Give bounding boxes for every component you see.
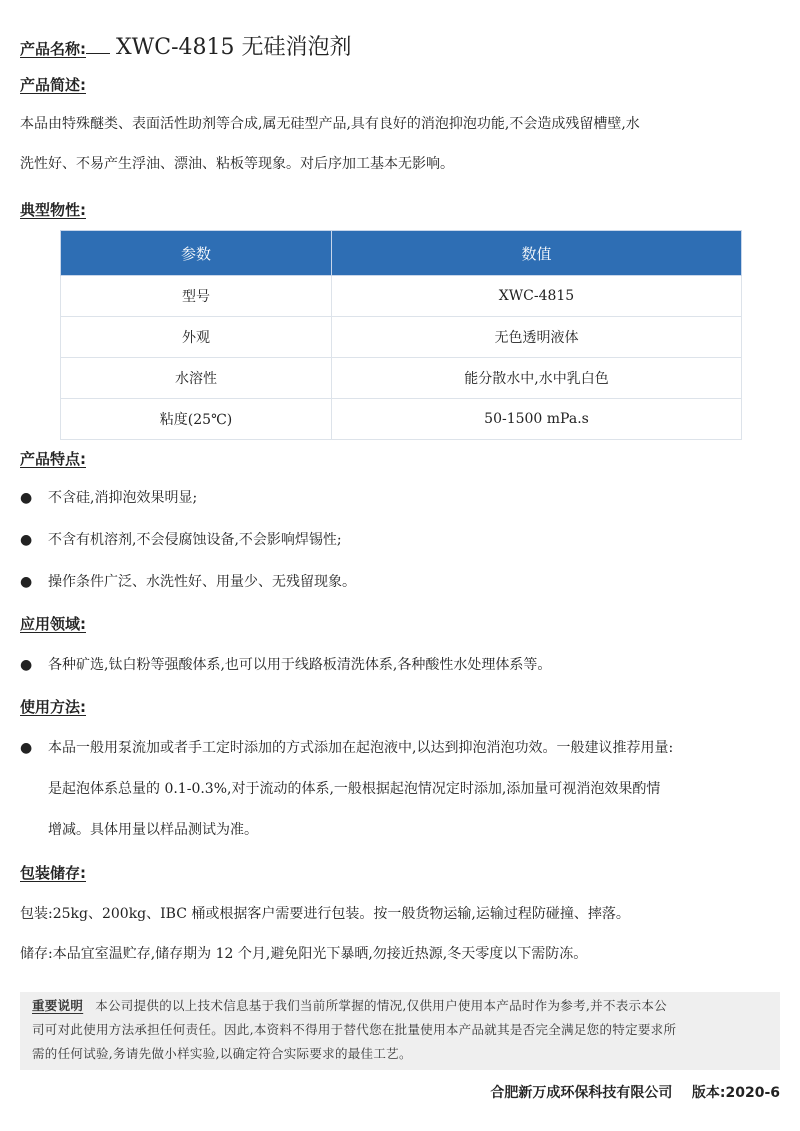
bullet-icon: ● <box>20 740 33 756</box>
packaging-line: 包装:25kg、200kg、IBC 桶或根据客户需要进行包装。按一般货物运输,运输过程防碰撞、摔落。 <box>20 906 630 922</box>
notice-line <box>32 994 770 1018</box>
param-cell: 水溶性 <box>61 358 332 399</box>
value-cell: 无色透明液体 <box>332 317 742 358</box>
list-item <box>20 520 790 560</box>
company-name: 合肥新万成环保科技有限公司 <box>490 1085 673 1101</box>
value-cell: 50-1500 mPa.s <box>332 399 742 440</box>
feature-text: 不含有机溶剂,不会侵腐蚀设备,不会影响焊锡性; <box>48 532 342 548</box>
product-title-row <box>20 30 352 60</box>
usage-heading: 使用方法: <box>20 698 86 716</box>
table-row <box>61 358 742 399</box>
properties-heading: 典型物性: <box>20 201 86 219</box>
value-cell: 能分散水中,水中乳白色 <box>332 358 742 399</box>
table-row <box>61 317 742 358</box>
product-name-value: XWC-4815 无硅消泡剂 <box>116 35 352 60</box>
version-label: 版本:2020-6 <box>691 1085 780 1101</box>
list-item <box>20 728 790 851</box>
title-underline-gap <box>86 52 110 54</box>
description-line: 洗性好、不易产生浮油、漂油、粘板等现象。对后序加工基本无影响。 <box>20 156 454 172</box>
notice-text <box>32 994 770 1066</box>
notice-line: 需的任何试验,务请先做小样实验,以确定符合实际要求的最佳工艺。 <box>32 1046 412 1061</box>
usage-text <box>48 728 790 851</box>
description-line: 本品由特殊醚类、表面活性助剂等合成,属无硅型产品,具有良好的消泡抑泡功能,不会造成残留槽壁,水 <box>20 116 640 132</box>
table-header-row <box>61 231 742 276</box>
packaging-text <box>20 894 785 974</box>
description-text <box>20 104 785 184</box>
feature-text: 操作条件广泛、水洗性好、用量少、无残留现象。 <box>48 574 356 590</box>
features-heading: 产品特点: <box>20 450 86 468</box>
param-cell: 粘度(25℃) <box>61 399 332 440</box>
param-cell: 外观 <box>61 317 332 358</box>
list-item <box>20 562 790 602</box>
bullet-icon: ● <box>20 532 33 548</box>
table-row <box>61 399 742 440</box>
footer <box>490 1082 780 1102</box>
list-item <box>20 645 790 685</box>
applications-heading: 应用领域: <box>20 615 86 633</box>
bullet-icon: ● <box>20 490 33 506</box>
notice-line: 司可对此使用方法承担任何责任。因此,本资料不得用于替代您在批量使用本产品就其是否完全满足您的特定要求所 <box>32 1022 677 1037</box>
bullet-icon: ● <box>20 657 33 673</box>
notice-line-text: 本公司提供的以上技术信息基于我们当前所掌握的情况,仅供用户使用本产品时作为参考,并不表示本公 <box>95 998 667 1013</box>
value-cell: XWC-4815 <box>332 276 742 317</box>
usage-line: 增减。具体用量以样品测试为准。 <box>48 822 258 838</box>
bullet-icon: ● <box>20 574 33 590</box>
param-cell: 型号 <box>61 276 332 317</box>
storage-line: 储存:本品宜室温贮存,储存期为 12 个月,避免阳光下暴晒,勿接近热源,冬天零度以下需防冻。 <box>20 946 588 962</box>
application-text: 各种矿选,钛白粉等强酸体系,也可以用于线路板清洗体系,各种酸性水处理体系等。 <box>48 657 552 673</box>
table-row <box>61 276 742 317</box>
description-heading: 产品简述: <box>20 76 86 94</box>
properties-table <box>60 230 742 440</box>
notice-label: 重要说明 <box>32 998 84 1013</box>
column-header-value: 数值 <box>332 231 742 276</box>
usage-line: 本品一般用泵流加或者手工定时添加的方式添加在起泡液中,以达到抑泡消泡功效。一般建议推荐用量: <box>48 740 674 756</box>
product-name-label: 产品名称: <box>20 40 86 58</box>
important-notice-box <box>20 992 780 1070</box>
packaging-heading: 包装储存: <box>20 864 86 882</box>
usage-line: 是起泡体系总量的 0.1-0.3%,对于流动的体系,一般根据起泡情况定时添加,添加量可视消泡效果酌情 <box>48 781 661 797</box>
column-header-param: 参数 <box>61 231 332 276</box>
list-item <box>20 478 790 518</box>
feature-text: 不含硅,消抑泡效果明显; <box>48 490 198 506</box>
